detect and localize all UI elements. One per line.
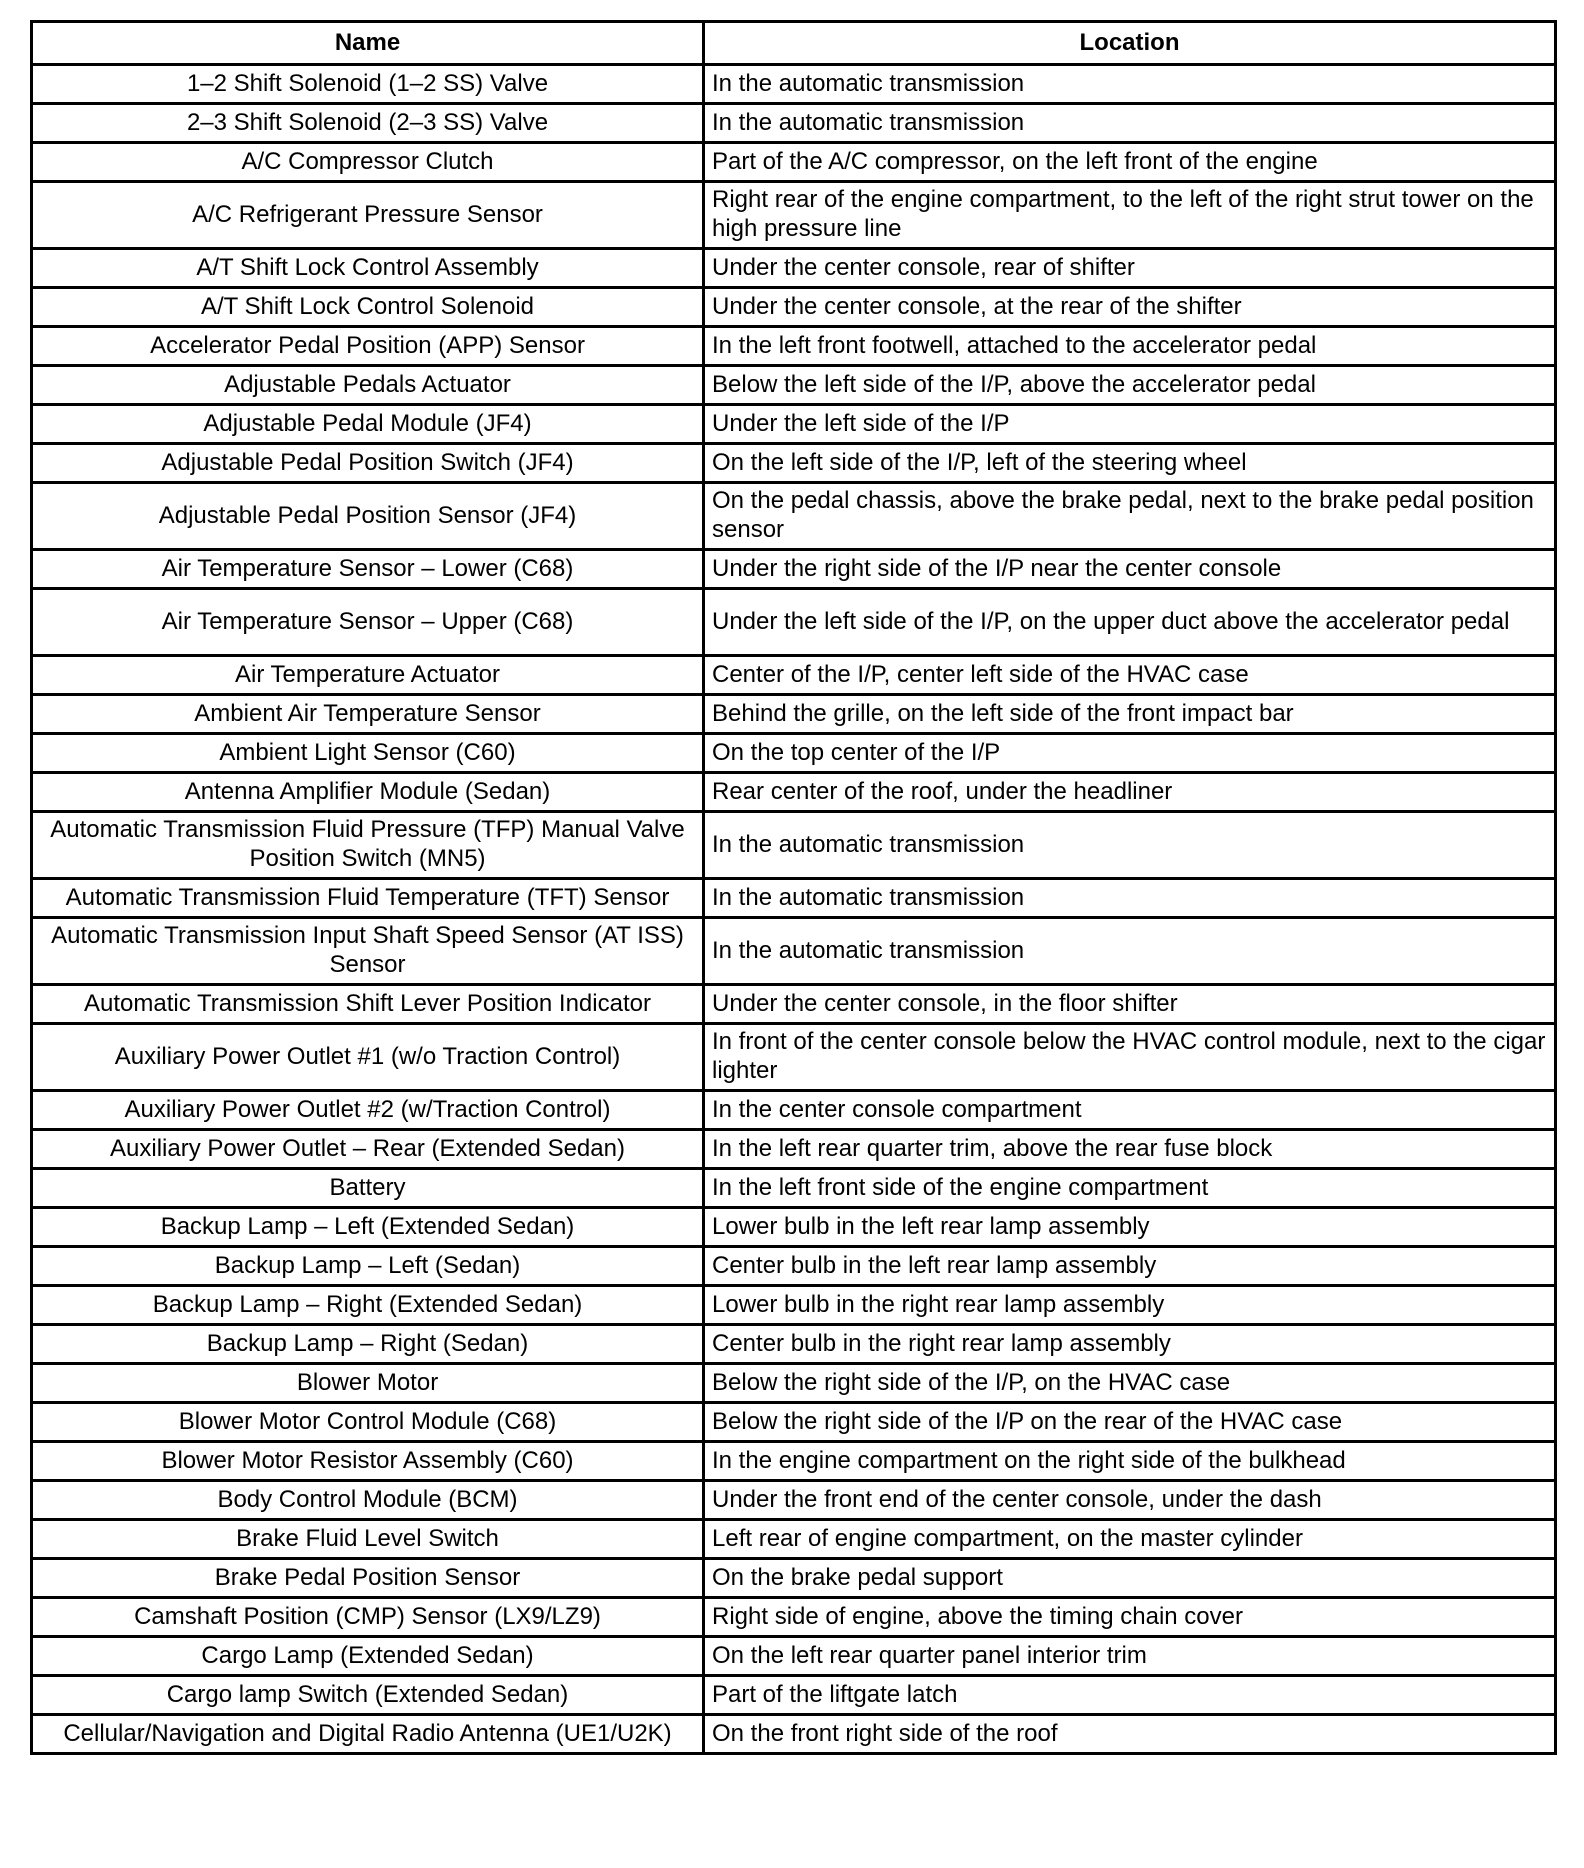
table-row [32,550,1556,589]
component-name-cell: Body Control Module (BCM) [32,1481,704,1520]
table-row [32,1091,1556,1130]
component-location-cell: Center bulb in the right rear lamp assembly [704,1325,1556,1364]
table-row [32,1715,1556,1754]
component-name-cell: Ambient Light Sensor (C60) [32,734,704,773]
component-location-cell: Under the center console, at the rear of the shifter [704,288,1556,327]
component-name-cell: Adjustable Pedal Position Sensor (JF4) [32,483,704,550]
component-location-cell: On the top center of the I/P [704,734,1556,773]
component-name-cell: Blower Motor Resistor Assembly (C60) [32,1442,704,1481]
component-name-cell: Automatic Transmission Fluid Temperature (TFT) Sensor [32,879,704,918]
component-name-cell: Auxiliary Power Outlet #2 (w/Traction Control) [32,1091,704,1130]
table-row [32,879,1556,918]
component-name-cell: Air Temperature Sensor – Lower (C68) [32,550,704,589]
component-name-cell: Adjustable Pedal Module (JF4) [32,405,704,444]
component-name-cell: Cargo lamp Switch (Extended Sedan) [32,1676,704,1715]
component-name-cell: Automatic Transmission Fluid Pressure (TFP) Manual Valve Position Switch (MN5) [32,812,704,879]
component-location-cell: Right rear of the engine compartment, to the left of the right strut tower on the high pressure line [704,182,1556,249]
component-name-cell: A/T Shift Lock Control Assembly [32,249,704,288]
component-name-cell: Air Temperature Sensor – Upper (C68) [32,589,704,656]
component-location-cell: Center bulb in the left rear lamp assembly [704,1247,1556,1286]
component-name-cell: Cargo Lamp (Extended Sedan) [32,1637,704,1676]
component-location-cell: In front of the center console below the HVAC control module, next to the cigar lighter [704,1024,1556,1091]
table-row [32,444,1556,483]
table-row [32,1024,1556,1091]
component-location-cell: On the left rear quarter panel interior trim [704,1637,1556,1676]
component-name-cell: Cellular/Navigation and Digital Radio Antenna (UE1/U2K) [32,1715,704,1754]
component-location-cell: Right side of engine, above the timing chain cover [704,1598,1556,1637]
component-location-cell: Below the right side of the I/P, on the HVAC case [704,1364,1556,1403]
table-row [32,65,1556,104]
table-row [32,1247,1556,1286]
component-name-cell: Auxiliary Power Outlet #1 (w/o Traction Control) [32,1024,704,1091]
component-name-cell: Camshaft Position (CMP) Sensor (LX9/LZ9) [32,1598,704,1637]
component-location-cell: On the brake pedal support [704,1559,1556,1598]
table-row [32,1442,1556,1481]
table-row [32,985,1556,1024]
component-location-cell: Rear center of the roof, under the headliner [704,773,1556,812]
table-row [32,1676,1556,1715]
component-name-cell: A/C Refrigerant Pressure Sensor [32,182,704,249]
component-location-cell: Under the left side of the I/P, on the upper duct above the accelerator pedal [704,589,1556,656]
component-location-cell: Below the right side of the I/P on the rear of the HVAC case [704,1403,1556,1442]
component-location-cell: In the automatic transmission [704,812,1556,879]
component-location-cell: In the automatic transmission [704,104,1556,143]
table-row [32,918,1556,985]
component-name-cell: Ambient Air Temperature Sensor [32,695,704,734]
table-row [32,1286,1556,1325]
component-name-cell: Automatic Transmission Shift Lever Position Indicator [32,985,704,1024]
component-location-cell: In the automatic transmission [704,879,1556,918]
component-name-cell: Blower Motor [32,1364,704,1403]
table-row [32,589,1556,656]
table-row [32,366,1556,405]
table-row [32,104,1556,143]
table-row [32,1325,1556,1364]
component-location-cell: Under the center console, rear of shifter [704,249,1556,288]
component-name-cell: Adjustable Pedal Position Switch (JF4) [32,444,704,483]
table-row [32,143,1556,182]
component-location-cell: In the left front side of the engine compartment [704,1169,1556,1208]
component-location-cell: Below the left side of the I/P, above the accelerator pedal [704,366,1556,405]
table-row [32,249,1556,288]
component-location-cell: On the front right side of the roof [704,1715,1556,1754]
component-name-cell: 1–2 Shift Solenoid (1–2 SS) Valve [32,65,704,104]
component-location-cell: Under the center console, in the floor shifter [704,985,1556,1024]
component-location-cell: Center of the I/P, center left side of the HVAC case [704,656,1556,695]
table-row [32,1169,1556,1208]
table-row [32,695,1556,734]
component-name-cell: Adjustable Pedals Actuator [32,366,704,405]
name-column-header: Name [32,22,704,65]
component-location-cell: Behind the grille, on the left side of the front impact bar [704,695,1556,734]
component-location-cell: Lower bulb in the left rear lamp assembly [704,1208,1556,1247]
table-row [32,405,1556,444]
header-row [32,22,1556,65]
component-location-cell: On the pedal chassis, above the brake pedal, next to the brake pedal position sensor [704,483,1556,550]
table-row [32,1208,1556,1247]
table-row [32,1364,1556,1403]
component-name-cell: Blower Motor Control Module (C68) [32,1403,704,1442]
table-body [32,65,1556,1754]
component-name-cell: Air Temperature Actuator [32,656,704,695]
component-name-cell: Brake Fluid Level Switch [32,1520,704,1559]
table-row [32,182,1556,249]
component-location-cell: In the automatic transmission [704,65,1556,104]
component-location-cell: Under the left side of the I/P [704,405,1556,444]
component-name-cell: Brake Pedal Position Sensor [32,1559,704,1598]
table-row [32,1637,1556,1676]
table-row [32,1403,1556,1442]
component-location-cell: On the left side of the I/P, left of the steering wheel [704,444,1556,483]
table-row [32,1130,1556,1169]
table-row [32,1598,1556,1637]
table-row [32,327,1556,366]
component-location-cell: In the automatic transmission [704,918,1556,985]
table-row [32,483,1556,550]
table-row [32,773,1556,812]
table-row [32,288,1556,327]
component-location-cell: Lower bulb in the right rear lamp assembly [704,1286,1556,1325]
component-name-cell: Antenna Amplifier Module (Sedan) [32,773,704,812]
component-name-cell: Auxiliary Power Outlet – Rear (Extended Sedan) [32,1130,704,1169]
component-name-cell: Backup Lamp – Right (Sedan) [32,1325,704,1364]
table-row [32,734,1556,773]
component-name-cell: Battery [32,1169,704,1208]
component-name-cell: 2–3 Shift Solenoid (2–3 SS) Valve [32,104,704,143]
component-name-cell: Backup Lamp – Left (Extended Sedan) [32,1208,704,1247]
table-row [32,1520,1556,1559]
table-row [32,656,1556,695]
component-location-cell: In the left front footwell, attached to the accelerator pedal [704,327,1556,366]
location-column-header: Location [704,22,1556,65]
component-location-cell: In the engine compartment on the right side of the bulkhead [704,1442,1556,1481]
component-name-cell: Backup Lamp – Right (Extended Sedan) [32,1286,704,1325]
component-location-cell: Under the right side of the I/P near the center console [704,550,1556,589]
component-name-cell: Accelerator Pedal Position (APP) Sensor [32,327,704,366]
component-location-cell: Part of the liftgate latch [704,1676,1556,1715]
table-row [32,1559,1556,1598]
component-name-cell: Backup Lamp – Left (Sedan) [32,1247,704,1286]
component-location-cell: In the center console compartment [704,1091,1556,1130]
table-row [32,812,1556,879]
component-name-cell: Automatic Transmission Input Shaft Speed Sensor (AT ISS) Sensor [32,918,704,985]
component-location-cell: Under the front end of the center console, under the dash [704,1481,1556,1520]
component-name-cell: A/C Compressor Clutch [32,143,704,182]
component-location-table [30,20,1557,1755]
table-row [32,1481,1556,1520]
component-location-cell: Part of the A/C compressor, on the left front of the engine [704,143,1556,182]
component-location-cell: In the left rear quarter trim, above the rear fuse block [704,1130,1556,1169]
component-name-cell: A/T Shift Lock Control Solenoid [32,288,704,327]
component-location-cell: Left rear of engine compartment, on the master cylinder [704,1520,1556,1559]
